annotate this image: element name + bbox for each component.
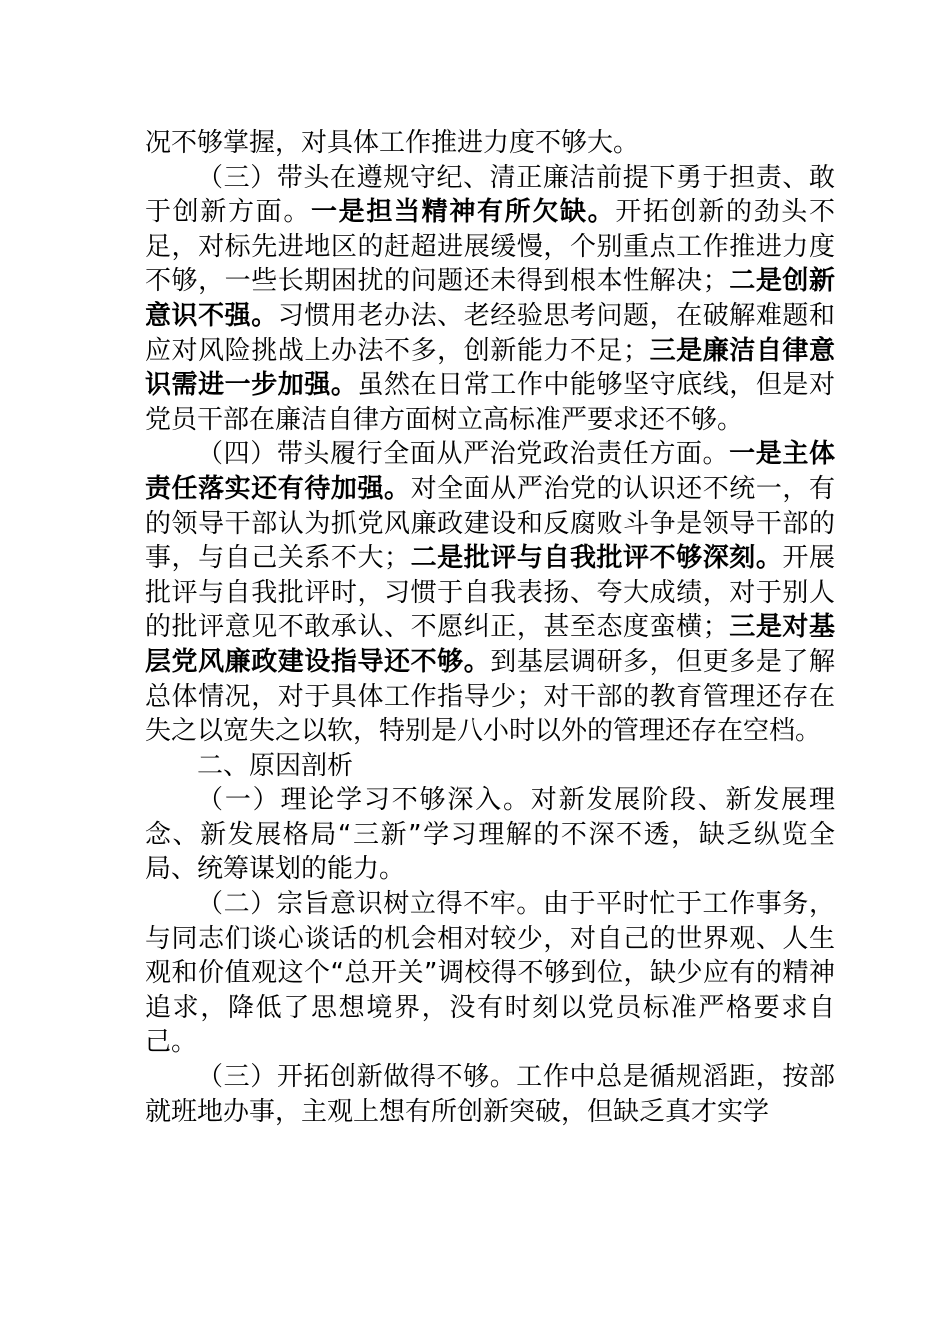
heading-text: 二、原因剖析: [197, 750, 354, 781]
bold-point-3: 三是对基层党风廉政建设指导还不够。: [145, 612, 835, 677]
paragraph-cause-1: [145, 783, 835, 887]
text-segment: （四）带头履行全面从严治党政治责任方面。: [197, 439, 730, 470]
text-segment: 对全面从严治党的认识还不统一，有的领导干部认为抓党风廉政建设和反腐败斗争是领导干部的事，与自己关系不大；: [145, 473, 835, 574]
text-segment: 开展批评与自我批评时，习惯于自我表扬、夸大成绩，对于别人的批评意见不敢承认、不愿纠正，甚至态度蛮横；: [145, 543, 835, 643]
text-segment: （一）理论学习不够深入。对新发展阶段、新发展理念、新发展格局“三新”学习理解的不深不透，缺乏纵览全局、统筹谋划的能力。: [145, 785, 835, 885]
paragraph-continuation: [145, 126, 835, 161]
paragraph-cause-2: [145, 887, 835, 1060]
text-segment: 习惯用老办法、老经验思考问题，在破解难题和应对风险挑战上办法不多，创新能力不足；: [145, 300, 835, 366]
bold-point-2: 二是创新意识不强。: [145, 266, 835, 331]
text-segment: （三）带头在遵规守纪、清正廉洁前提下勇于担责、敢于创新方面。: [145, 162, 835, 228]
bold-point-1: 一是主体责任落实还有待加强。: [145, 439, 835, 504]
text-segment: （三）开拓创新做得不够。工作中总是循规滔距，按部就班地办事，主观上想有所创新突破，但缺乏真才实学: [145, 1062, 835, 1127]
bold-point-3: 三是廉洁自律意识需进一步加强。: [145, 335, 835, 401]
text-segment: 况不够掌握，对具体工作推进力度不够大。: [145, 128, 640, 158]
document-page: [145, 126, 835, 1129]
bold-point-1: 一是担当精神有所欠缺。: [311, 197, 616, 228]
text-segment: 到基层调研多，但更多是了解总体情况，对于具体工作指导少；对干部的教育管理还存在失之以宽失之以软，特别是八小时以外的管理还存在空档。: [145, 646, 835, 747]
paragraph-cause-3: [145, 1060, 835, 1129]
bold-point-2: 二是批评与自我批评不够深刻。: [410, 543, 783, 574]
section-heading: [145, 749, 835, 784]
text-segment: 开拓创新的劲头不足，对标先进地区的赶超进展缓慢，个别重点工作推进力度不够，一些长期困扰的问题还未得到根本性解决；: [145, 197, 835, 297]
paragraph-section-4: [145, 437, 835, 748]
text-segment: 虽然在日常工作中能够坚守底线，但是对党员干部在廉洁自律方面树立高标准严要求还不够。: [145, 370, 835, 435]
paragraph-section-3: [145, 161, 835, 438]
text-segment: （二）宗旨意识树立得不牢。由于平时忙于工作事务，与同志们谈心谈话的机会相对较少，对自己的世界观、人生观和价值观这个“总开关”调校得不够到位，缺少应有的精神追求，降低了思想境界，没有时刻以党员标准严格要求自己。: [145, 889, 835, 1058]
